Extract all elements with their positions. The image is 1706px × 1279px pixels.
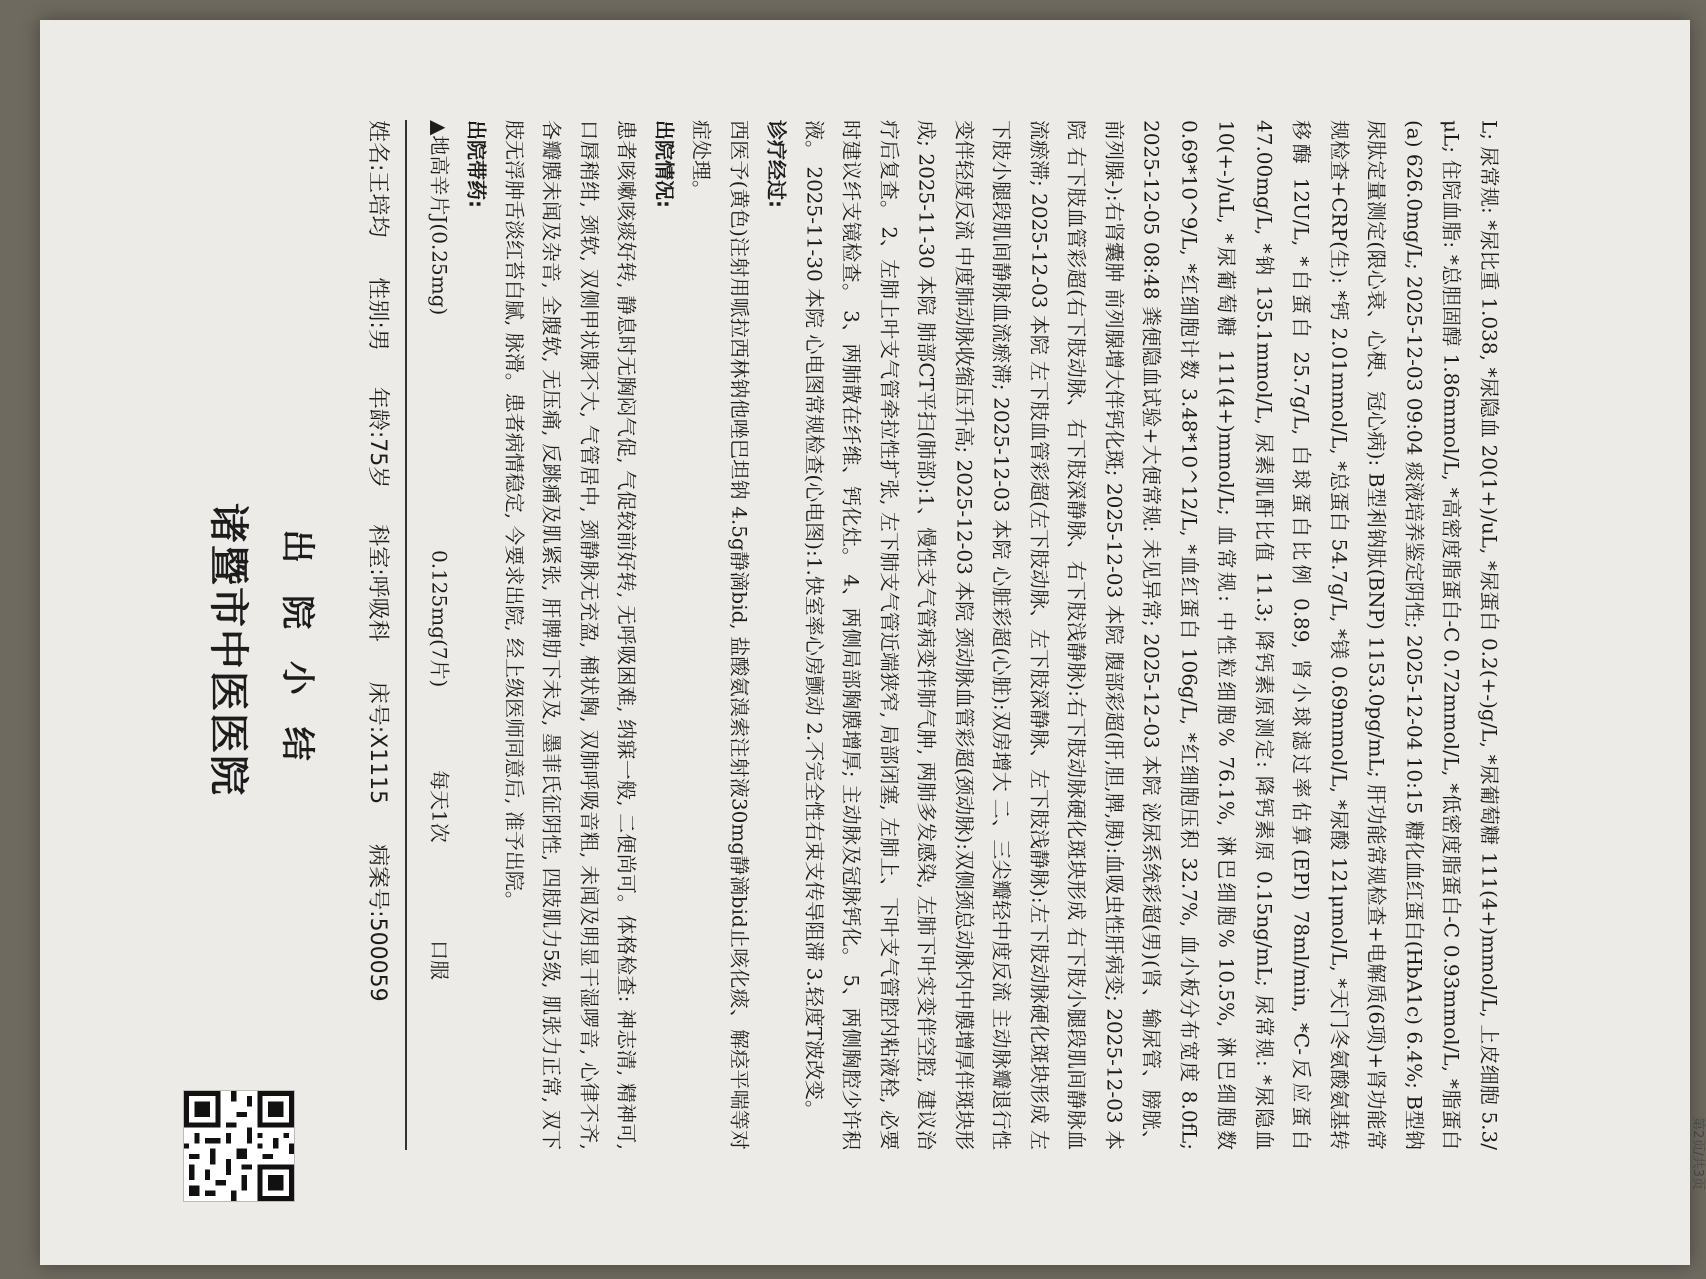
patient-dept: 科室:呼吸科 [365,524,390,642]
patient-info-row [364,120,395,1150]
medication-name: ▲地高辛片J(0.25mg) [427,120,452,316]
discharge-text: 患者咳嗽咳痰好转, 静息时无胸闷气促, 气促较前好转, 无呼吸困难, 纳寐一般, 二便尚可。体格检查: 神志清, 精神可, 口唇稍绀, 颈软, 双侧甲状腺不大, 气管居中, 颈静脉无充盈, 桶状胸, 双肺呼吸音粗, 未闻及明显干湿啰音, 心律不齐, 各瓣膜未闻及杂音, 全腹软, 无压痛, 反跳痛及肌紧张, 肝脾肋下未及, 墨菲氏征阴性, 四肢肌力5级, 肌张力正常, 双下肢无浮肿舌淡红苔白腻, 脉滑。患者病情稳定, 今要求出院, 经上级医师同意后, 准予出院。 [502,120,639,1150]
document-title: 出 院 小 结 [277,529,317,771]
hospital-name: 诸暨市中医医院 [205,503,251,797]
paper-sheet [40,20,1705,1265]
medication-frequency: 每天1次 [427,770,452,843]
treatment-text: 西医予(黄色)注射用哌拉西林钠他唑巴坦钠 4.5g静滴bid, 盐酸氨溴索注射液30mg静滴bid止咳化痰、解痉平喘等对症处理。 [690,120,752,1150]
medication-heading: 出院带药: [465,120,489,208]
treatment-heading: 诊疗经过: [765,120,789,208]
patient-sex: 性别:男 [365,277,390,351]
discharge-heading: 出院情况: [652,120,677,208]
patient-bed: 床号:X1115 [365,681,390,805]
medication-dose: 0.125mg(7片) [427,550,452,688]
patient-name: 姓名:王培均 [365,120,390,238]
page-number: 第2页/共3页 [1690,1117,1705,1190]
exam-results: L; 尿常规: *尿比重 1.038, *尿隐血 20(1+)/uL, *尿蛋白 0.2(+-)g/L, *尿葡萄糖 111(4+)mmol/L, 上皮细胞 5.3/μL; 住院血脂: *总胆固醇 1.86mmol/L, *高密度脂蛋白-C 0.72mmol/L, *低密度脂蛋白-C 0.93mmol/L, *脂蛋白(a) 626.0mg/L; 2025-12-03 09:04 痰液培养鉴定阴性; 2025-12-04 10:15 糖化血红蛋白(HbA1c) 6.4%; B型钠尿肽定量测定(限心衰、心梗、冠心病): B型利钠肽(BNP) 1153.0pg/mL; 肝功能常规检查+电解质(6项)+肾功能常规检查+CRP(生): *钙 2.01mmol/L, *总蛋白 54.7g/L, *镁 0.69mmol/L, *尿酸 121μmol/L, *天门冬氨酸氨基转移酶 12U/L, *白蛋白 25.7g/L, 白球蛋白比例 0.89, 肾小球滤过率估算(EPI) 78ml/min, *C-反应蛋白 47.00mg/L, *钠 135.1mmol/L, 尿素肌酐比值 11.3; 降钙素原测定: 降钙素原 0.15ng/mL; 尿常规: *尿隐血 10(+-)/uL, *尿葡萄糖 111(4+)mmol/L; 血常规: 中性粒细胞% 76.1%, 淋巴细胞% 10.5%, 淋巴细胞数 0.69*10^9/L, *红细胞计数 3.48*10^12/L, *血红蛋白 106g/L, *红细胞压积 32.7%, 血小板分布宽度 8.0fL; 2025-12-05 08:48 粪便隐血试验+大便常规: 未见异常; 2025-12-03 本院 泌尿系统彩超(男)(肾、输尿管、膀胱、前列腺-):右肾囊肿 前列腺增大伴钙化斑; 2025-12-03 本院 腹部彩超(肝,胆,脾,胰):血吸虫性肝病变; 2025-12-03 本院 右下肢血管彩超(右下肢动脉、右下肢深静脉、右下肢浅静脉):右下肢动脉硬化斑块形成 右下肢小腿段肌间静脉血流瘀滞; 2025-12-03 本院 左下肢血管彩超(左下肢动脉、左下肢深静脉、左下肢浅静脉):左下肢动脉硬化斑块形成 左下肢小腿段肌间静脉血流瘀滞; 2025-12-03 本院 心脏彩超(心脏):双房增大 二、三尖瓣轻中度反流 主动脉瓣退行性变伴轻度反流 中度肺动脉收缩压升高; 2025-12-03 本院 颈动脉血管彩超(颈动脉):双侧颈总动脉内中膜增厚伴斑块形成; 2025-11-30 本院 肺部CT平扫(肺部):1、慢性支气管病变伴肺气肿, 两肺多发感染, 左肺下叶实变伴空腔, 建议治疗后复查。 2、左肺上叶支气管牵拉性扩张, 左下肺支气管近端狭窄, 局部闭塞, 左肺上、下叶支气管腔内粘液栓, 必要时建议纤支镜检查。 3、两肺散在纤维、钙化灶。 4、两侧局部胸膜增厚; 主动脉及冠脉钙化。 5、两侧胸腔少许积液。 2025-11-30 本院 心电图常规检查(心电图):1.快室率心房颤动 2.不完全性右束支传导阻滞 3.轻度T波改变。 [802,120,1502,1150]
summary-body [420,120,1690,1150]
medication-route: 口服 [427,940,452,980]
header-divider [405,120,407,1150]
discharge-summary-page [135,60,1706,1240]
patient-record-number: 病案号:500059 [365,844,390,1002]
patient-age: 年龄:75岁 [365,386,390,489]
medication-row [420,120,458,1150]
